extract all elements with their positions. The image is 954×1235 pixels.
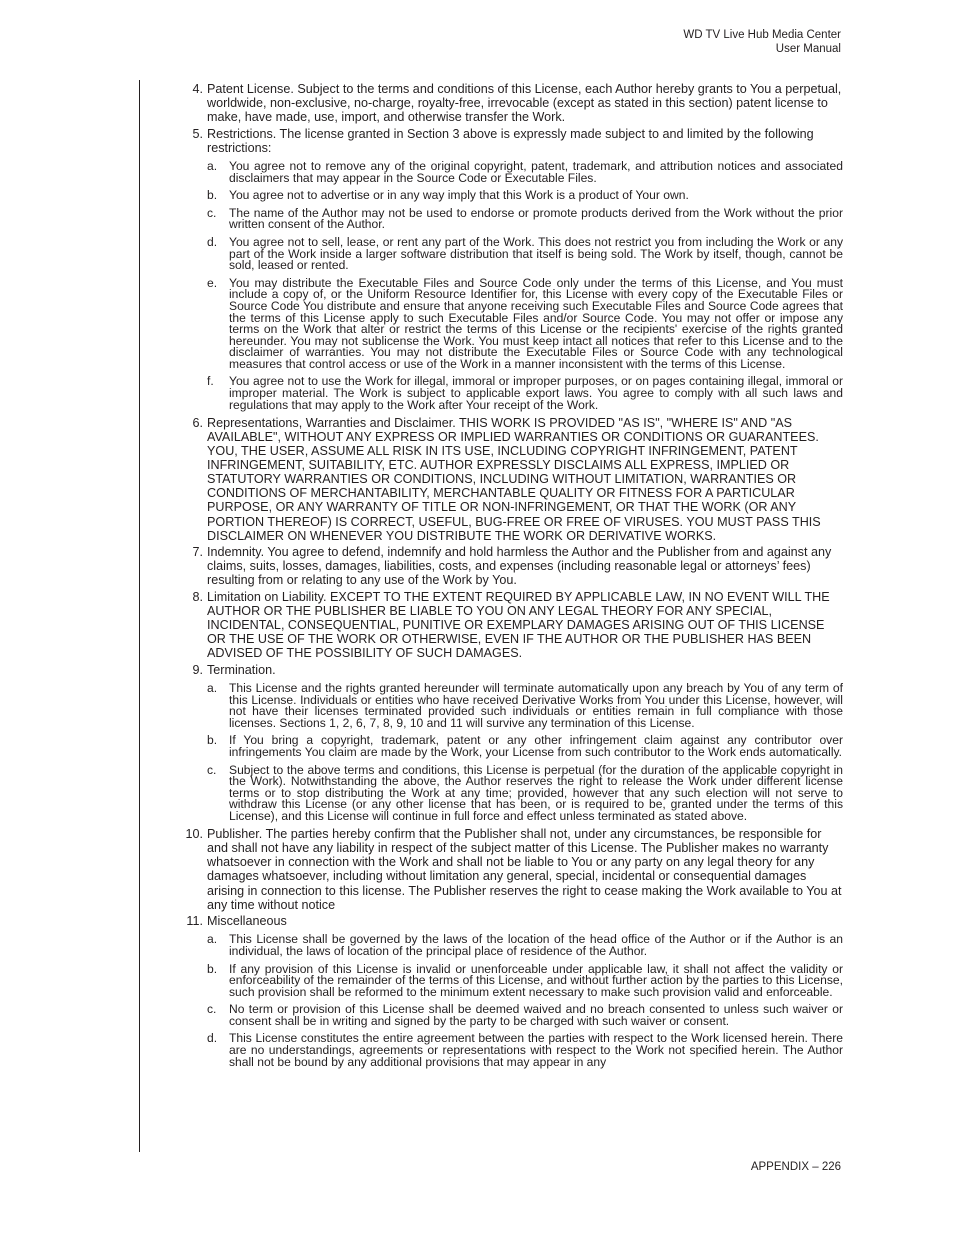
clause-6: 6. Representations, Warranties and Disclaimer. THIS WORK IS PROVIDED "AS IS", "WHERE IS" AND "AS AVAILABLE", WITHOUT ANY EXPRESS OR IMPLIED WARRANTIES OR CONDITIONS OR GUARANTEES. YOU, THE USER, ASSUME ALL RISK IN ITS USE, INCLUDING COPYRIGHT INFRINGEMENT, PATENT INFRINGEMENT, SUITABILITY, ETC. AUTHOR EXPRESSLY DISCLAIMS ALL EXPRESS, IMPLIED OR STATUTORY WARRANTIES OR CONDITIONS, INCLUDING WITHOUT LIMITATION, WARRANTIES OR CONDITIONS OF MERCHANTABILITY, MERCHANTABLE QUALITY OR FITNESS FOR A PARTICULAR PURPOSE, OR ANY WARRANTY OF TITLE OR NON-INFRINGEMENT, OR THAT THE WORK (OR ANY PORTION THEREOF) IS CORRECT, USEFUL, BUG-FREE OR FREE OF VIRUSES. YOU MUST PASS THIS DISCLAIMER ON WHENEVER YOU DISTRIBUTE THE WORK OR DERIVATIVE WORKS.	[192, 415, 821, 543]
page-footer	[751, 1161, 841, 1173]
clause-4: 4. Patent License. Subject to the terms and conditions of this License, each Author hereby grants to You a perpetual, worldwide, non-exclusive, no-charge, royalty-free, irrevocable (except as stated in this section) patent license to make, have made, use, import, and otherwise transfer the Work.	[192, 82, 842, 125]
clause-9b: b. If You bring a copyright, trademark, patent or any other infringement claim against any contributor over infringements You claim are made by the Work, your License from such contributor to the Work ends automatically.	[207, 733, 843, 759]
clause-9c: c. Subject to the above terms and conditions, this License is perpetual (for the duration of the applicable copyright in the Work). Notwithstanding the above, the Author reserves the right to release the Work under different license terms or to stop distributing the Work at any time; provided, however that any such election will not serve to withdraw this License (or any other license that has been, or is required to be, granted under the terms of this License), and this License will continue in full force and effect unless terminated as stated above.	[207, 762, 843, 823]
clause-text: Representations, Warranties and Disclaimer. THIS WORK IS PROVIDED "AS IS", "WHERE IS" AND "AS AVAILABLE", WITHOUT ANY EXPRESS OR IMPLIED WARRANTIES OR CONDITIONS OR GUARANTEES. YOU, THE USER, ASSUME ALL RISK IN ITS USE, INCLUDING COPYRIGHT INFRINGEMENT, PATENT INFRINGEMENT, SUITABILITY, ETC. AUTHOR EXPRESSLY DISCLAIMS ALL EXPRESS, IMPLIED OR STATUTORY WARRANTIES OR CONDITIONS, INCLUDING WITHOUT LIMITATION, WARRANTIES OR CONDITIONS OF MERCHANTABILITY, MERCHANTABLE QUALITY OR FITNESS FOR A PARTICULAR PURPOSE, OR ANY WARRANTY OF TITLE OR NON-INFRINGEMENT, OR THAT THE WORK (OR ANY PORTION THEREOF) IS CORRECT, USEFUL, BUG-FREE OR FREE OF VIRUSES. YOU MUST PASS THIS DISCLAIMER ON WHENEVER YOU DISTRIBUTE THE WORK OR DERIVATIVE WORKS.	[207, 415, 821, 543]
clause-5d: d. You agree not to sell, lease, or rent any part of the Work. This does not restrict you from including the Work or any part of the Work inside a larger software distribution that itself is being sold. The Work by itself, though, cannot be sold, leased or rented.	[207, 234, 843, 273]
clause-text: Termination.	[207, 662, 276, 677]
header-product: WD TV Live Hub Media Center	[683, 29, 841, 41]
clause-11a: a. This License shall be governed by the laws of the location of the head office of the Author or if the Author is an individual, the laws of location of the principal place of residence of the Author.	[207, 932, 843, 958]
margin-rule	[139, 80, 140, 1152]
clause-10: 10. Publisher. The parties hereby confirm that the Publisher shall not, under any circumstances, be responsible for and shall not have any liability in respect of the subject matter of this License. The Publisher makes no warranty whatsoever in connection with the Work and shall not be liable to You or any party on any legal theory for any damages whatsoever, including without limitation any general, special, incidental or consequential damages arising in connection to this license. The Publisher reserves the right to cease making the Work available to You at any time without notice	[185, 827, 842, 912]
clause-text: Restrictions. The license granted in Section 3 above is expressly made subject to and limited by the following restrictions:	[207, 126, 814, 155]
clause-5e: e. You may distribute the Executable Files and Source Code only under the terms of this License, and You must include a copy of, or the Uniform Resource Identifier for, this License with every copy of the Executable Files or Source Code You distribute and ensure that anyone receiving such Executable Files and Source Code agrees that the terms of this License apply to such Executable Files and/or Source Code. You may not offer or impose any terms on the Work that alter or restrict the terms of this License or the recipients' exercise of the rights granted hereunder. You may not sublicense the Work. You must keep intact all notices that refer to this License and to the disclaimer of warranties. You may not distribute the Executable Files or Source Code with any technological measures that control access or use of the Work in a manner inconsistent with the terms of this License.	[207, 275, 843, 371]
clause-5f: f. You agree not to use the Work for illegal, immoral or improper purposes, or on pages containing illegal, immoral or improper material. The Work is subject to applicable export laws. You agree to comply with all such laws and regulations that may apply to the Work after Your receipt of the Work.	[207, 374, 843, 412]
clause-11b: b. If any provision of this License is invalid or unenforceable under applicable law, it shall not affect the validity or enforceability of the remainder of the terms of this License, and without further action by the parties to this License, such provision shall be reformed to the minimum extent necessary to make such provision valid and enforceable.	[207, 961, 843, 999]
clause-text: Publisher. The parties hereby confirm that the Publisher shall not, under any circumstances, be responsible for and shall not have any liability in respect of the subject matter of this License. The Publisher makes no warranty whatsoever in connection with the Work and shall not be liable to You or any party on any legal theory for any damages whatsoever, including without limitation any general, special, incidental or consequential damages arising in connection to this license. The Publisher reserves the right to cease making the Work available to You at any time without notice	[207, 827, 842, 912]
clause-text: Limitation on Liability. EXCEPT TO THE EXTENT REQUIRED BY APPLICABLE LAW, IN NO EVENT WILL THE AUTHOR OR THE PUBLISHER BE LIABLE TO YOU ON ANY LEGAL THEORY FOR ANY SPECIAL, INCIDENTAL, CONSEQUENTIAL, PUNITIVE OR EXEMPLARY DAMAGES ARISING OUT OF THIS LICENSE OR THE USE OF THE WORK OR OTHERWISE, EVEN IF THE AUTHOR OR THE PUBLISHER HAS BEEN ADVISED OF THE POSSIBILITY OF SUCH DAMAGES.	[207, 589, 830, 661]
clause-11d: d. This License constitutes the entire agreement between the parties with respect to the Work licensed herein. There are no understandings, agreements or representations with respect to the Work not specified herein. The Author shall not be bound by any additional provisions that may appear in any	[207, 1031, 843, 1069]
clause-text: Indemnity. You agree to defend, indemnify and hold harmless the Author and the Publisher from and against any claims, suits, losses, damages, liabilities, costs, and expenses (including reasonable legal or attorneys’ fees) resulting from or relating to any use of the Work by You.	[207, 545, 832, 588]
clause-11: 11. Miscellaneous	[186, 914, 287, 929]
clause-8: 8. Limitation on Liability. EXCEPT TO THE EXTENT REQUIRED BY APPLICABLE LAW, IN NO EVENT WILL THE AUTHOR OR THE PUBLISHER BE LIABLE TO YOU ON ANY LEGAL THEORY FOR ANY SPECIAL, INCIDENTAL, CONSEQUENTIAL, PUNITIVE OR EXEMPLARY DAMAGES ARISING OUT OF THIS LICENSE OR THE USE OF THE WORK OR OTHERWISE, EVEN IF THE AUTHOR OR THE PUBLISHER HAS BEEN ADVISED OF THE POSSIBILITY OF SUCH DAMAGES.	[192, 589, 830, 661]
clause-11c: c. No term or provision of this License shall be deemed waived and no breach consented to unless such waiver or consent shall be in writing and signed by the party to be charged with such waiver or consent.	[207, 1002, 843, 1028]
clause-9a: a. This License and the rights granted hereunder will terminate automatically upon any breach by You of any term of this License. Individuals or entities who have received Derivative Works from You under this License, however, will not have their licenses terminated provided such individuals or entities remain in full compliance with those licenses. Sections 1, 2, 6, 7, 8, 9, 10 and 11 will survive any termination of this License.	[207, 681, 843, 730]
footer-section: APPENDIX	[750, 1161, 809, 1173]
page-number: 226	[821, 1161, 841, 1173]
page-header	[683, 28, 841, 56]
clause-text: Miscellaneous	[207, 914, 287, 929]
license-body	[181, 82, 843, 1073]
clause-9: 9. Termination.	[192, 662, 276, 677]
clause-5: 5. Restrictions. The license granted in Section 3 above is expressly made subject to and limited by the following restrictions:	[192, 126, 814, 155]
footer-separator: –	[812, 1161, 819, 1173]
clause-5b: b. You agree not to advertise or in any way imply that this Work is a product of Your own.	[207, 188, 689, 203]
header-doc-type: User Manual	[775, 43, 841, 55]
clause-7: 7. Indemnity. You agree to defend, indemnify and hold harmless the Author and the Publisher from and against any claims, suits, losses, damages, liabilities, costs, and expenses (including reasonable legal or attorneys’ fees) resulting from or relating to any use of the Work by You.	[192, 545, 832, 588]
clause-5a: a. You agree not to remove any of the original copyright, patent, trademark, and attribution notices and associated disclaimers that may appear in the Source Code or Executable Files.	[207, 158, 843, 185]
clause-text: Patent License. Subject to the terms and conditions of this License, each Author hereby grants to You a perpetual, worldwide, non-exclusive, no-charge, royalty-free, irrevocable (except as stated in this section) patent license to make, have made, use, import, and otherwise transfer the Work.	[207, 82, 842, 125]
clause-5c: c. The name of the Author may not be used to endorse or promote products derived from the Work without the prior written consent of the Author.	[207, 205, 843, 232]
